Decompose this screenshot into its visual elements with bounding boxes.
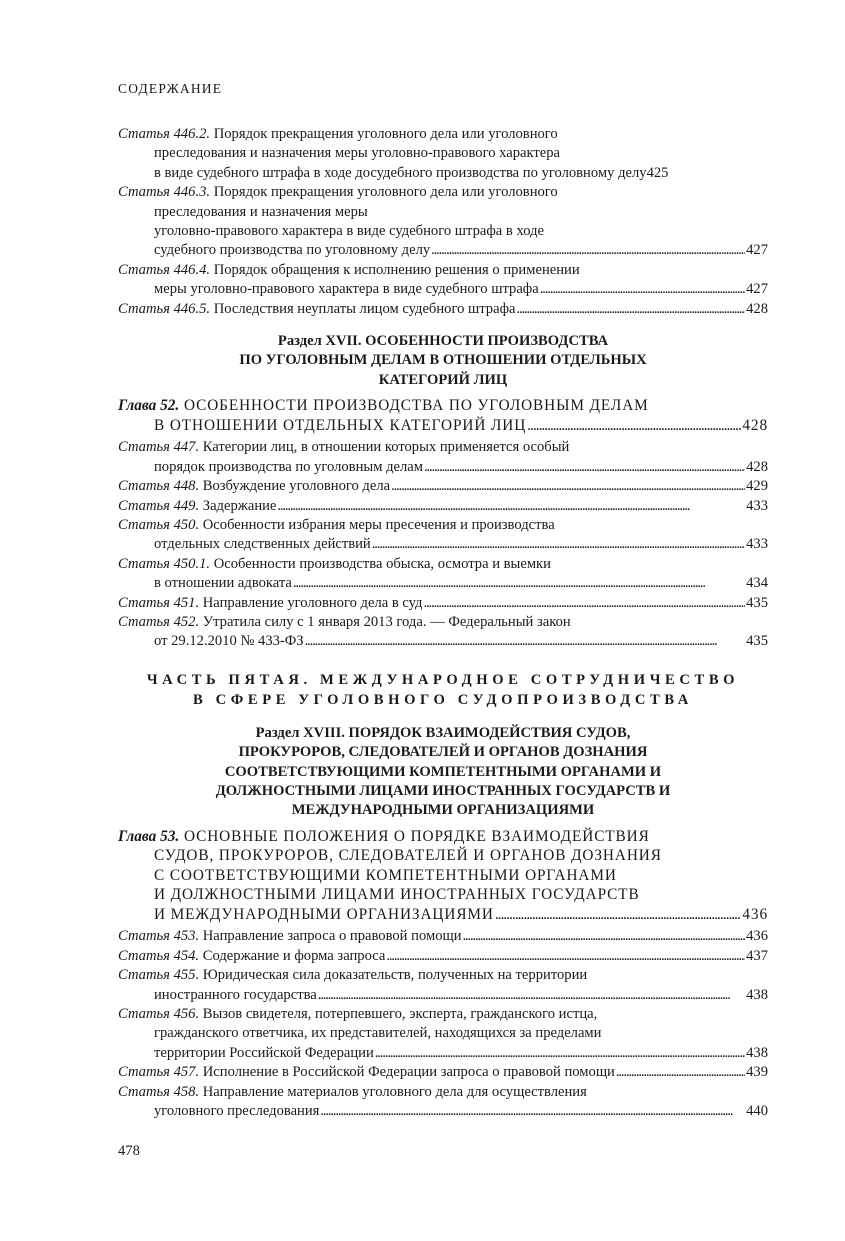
article-label: Статья 448. <box>118 478 200 495</box>
entry-title: порядок производства по уголовным делам <box>154 458 423 475</box>
chapter-label: Глава 52. <box>118 397 180 415</box>
article-label: Статья 446.4. <box>118 261 211 278</box>
heading-line: ПО УГОЛОВНЫМ ДЕЛАМ В ОТНОШЕНИИ ОТДЕЛЬНЫХ <box>239 352 647 369</box>
page-ref: 437 <box>746 947 768 964</box>
chapter-title: ОСНОВНЫЕ ПОЛОЖЕНИЯ О ПОРЯДКЕ ВЗАИМОДЕЙСТВИЯ <box>183 827 650 845</box>
leader-dots <box>423 594 745 613</box>
toc-entry-457[interactable] <box>118 1063 768 1082</box>
entry-title: иностранного государства <box>154 986 317 1003</box>
entry-title: Категории лиц, в отношении которых применяется особый <box>202 439 570 456</box>
toc-entry-446-3[interactable] <box>118 183 768 261</box>
page-ref: 435 <box>746 633 768 650</box>
article-label: Статья 458. <box>118 1083 200 1100</box>
leader-dots <box>424 458 745 477</box>
entry-title: преследования и назначения меры уголовно-правового характера <box>154 145 561 162</box>
toc-entry-450[interactable] <box>118 516 768 555</box>
page-ref: 428 <box>746 300 768 317</box>
page-ref: 435 <box>746 594 768 611</box>
page-ref: 433 <box>746 536 768 553</box>
toc-entry-450-1[interactable] <box>118 555 768 594</box>
article-label: Статья 446.5. <box>118 300 211 317</box>
toc-entry-447[interactable] <box>118 438 768 477</box>
leader-dots <box>386 947 745 966</box>
entry-title: Направление запроса о правовой помощи <box>202 928 462 945</box>
toc-entry-453[interactable] <box>118 927 768 946</box>
page-ref: 436 <box>742 905 768 923</box>
leader-dots <box>540 280 745 299</box>
leader-dots <box>527 416 741 436</box>
toc-entry-458[interactable] <box>118 1083 768 1122</box>
leader-dots <box>616 1063 745 1082</box>
toc-entry-452[interactable] <box>118 613 768 652</box>
entry-title: Последствия неуплаты лицом судебного штрафа <box>213 300 516 317</box>
chapter-title: СУДОВ, ПРОКУРОРОВ, СЛЕДОВАТЕЛЕЙ И ОРГАНОВ ДОЗНАНИЯ <box>154 847 662 865</box>
part-heading-5[interactable] <box>118 670 768 711</box>
leader-dots <box>463 927 746 946</box>
page-number: 478 <box>118 1143 140 1159</box>
heading-line: ДОЛЖНОСТНЫМИ ЛИЦАМИ ИНОСТРАННЫХ ГОСУДАРСТВ И <box>215 782 671 799</box>
entry-title: гражданского ответчика, их представителей, находящихся за пределами <box>154 1025 602 1042</box>
article-label: Статья 457. <box>118 1064 200 1081</box>
toc-chapter-52[interactable] <box>118 396 768 435</box>
entry-title: уголовного преследования <box>154 1102 320 1119</box>
article-label: Статья 452. <box>118 613 200 630</box>
toc-chapter-53[interactable] <box>118 827 768 925</box>
chapter-title: И МЕЖДУНАРОДНЫМИ ОРГАНИЗАЦИЯМИ <box>154 905 494 923</box>
chapter-label: Глава 53. <box>118 827 180 845</box>
heading-line: Раздел XVII. ОСОБЕННОСТИ ПРОИЗВОДСТВА <box>277 333 609 350</box>
article-label: Статья 447. <box>118 439 200 456</box>
page-ref: 427 <box>746 281 768 298</box>
entry-title: Возбуждение уголовного дела <box>202 478 391 495</box>
entry-title: Направление уголовного дела в суд <box>202 594 423 611</box>
toc-entry-446-5[interactable] <box>118 300 768 319</box>
page-ref: 438 <box>746 986 768 1003</box>
toc-entry-449[interactable] <box>118 497 768 516</box>
leader-dots <box>391 477 745 496</box>
entry-title: отдельных следственных действий <box>154 536 371 553</box>
entry-title: Направление материалов уголовного дела для осуществления <box>202 1083 587 1100</box>
running-head: СОДЕРЖАНИЕ <box>118 81 223 96</box>
heading-line: Раздел XVIII. ПОРЯДОК ВЗАИМОДЕЙСТВИЯ СУДОВ, <box>255 724 631 741</box>
heading-line: МЕЖДУНАРОДНЫМИ ОРГАНИЗАЦИЯМИ <box>291 802 595 819</box>
article-label: Статья 456. <box>118 1005 200 1022</box>
leader-dots <box>318 986 745 1005</box>
toc-entry-451[interactable] <box>118 594 768 613</box>
section-heading-17[interactable] <box>118 332 768 390</box>
article-label: Статья 454. <box>118 947 200 964</box>
chapter-title: В ОТНОШЕНИИ ОТДЕЛЬНЫХ КАТЕГОРИЙ ЛИЦ <box>154 416 527 434</box>
article-label: Статья 446.2. <box>118 126 211 142</box>
page-ref: 427 <box>746 242 768 259</box>
toc-entry-454[interactable] <box>118 947 768 966</box>
article-label: Статья 450. <box>118 516 200 533</box>
leader-dots <box>372 535 745 554</box>
entry-title: в виде судебного штрафа в ходе досудебного производства по уголовному делу <box>154 164 647 181</box>
entry-title: судебного производства по уголовному делу <box>154 242 431 259</box>
entry-title: в отношении адвоката <box>154 575 292 592</box>
table-of-contents <box>118 125 768 1121</box>
page-ref: 439 <box>746 1064 768 1081</box>
heading-line: КАТЕГОРИЙ ЛИЦ <box>378 371 508 388</box>
toc-entry-448[interactable] <box>118 477 768 496</box>
article-label: Статья 450.1. <box>118 555 211 572</box>
chapter-title: И ДОЛЖНОСТНЫМИ ЛИЦАМИ ИНОСТРАННЫХ ГОСУДАРСТВ <box>154 886 640 904</box>
heading-line: ЧАСТЬ ПЯТАЯ. МЕЖДУНАРОДНОЕ СОТРУДНИЧЕСТВО <box>146 671 740 688</box>
leader-dots <box>305 632 745 651</box>
entry-title: Порядок прекращения уголовного дела или уголовного <box>213 184 558 201</box>
toc-entry-455[interactable] <box>118 966 768 1005</box>
article-label: Статья 446.3. <box>118 184 211 201</box>
page-ref: 436 <box>746 928 768 945</box>
entry-title: меры уголовно-правового характера в виде судебного штрафа <box>154 281 539 298</box>
page-ref: 428 <box>742 416 768 434</box>
toc-entry-456[interactable] <box>118 1005 768 1063</box>
leader-dots <box>293 574 745 593</box>
entry-title: уголовно-правового характера в виде судебного штрафа в ходе <box>154 223 544 240</box>
entry-title: Юридическая сила доказательств, полученных на территории <box>202 967 588 984</box>
leader-dots <box>431 241 745 260</box>
leader-dots <box>495 905 741 925</box>
article-label: Статья 453. <box>118 928 200 945</box>
heading-line: ПРОКУРОРОВ, СЛЕДОВАТЕЛЕЙ И ОРГАНОВ ДОЗНАНИЯ <box>238 744 648 761</box>
chapter-title: ОСОБЕННОСТИ ПРОИЗВОДСТВА ПО УГОЛОВНЫМ ДЕЛАМ <box>183 397 649 415</box>
entry-title: территории Российской Федерации <box>154 1044 374 1061</box>
page-ref: 438 <box>746 1044 768 1061</box>
toc-entry-446-2[interactable] <box>118 125 768 183</box>
page-ref: 433 <box>746 497 768 514</box>
entry-title: Содержание и форма запроса <box>202 947 386 964</box>
leader-dots <box>517 300 746 319</box>
page-ref: 429 <box>746 478 768 495</box>
page-ref: 440 <box>746 1102 768 1119</box>
page-ref: 428 <box>746 458 768 475</box>
entry-title: Вызов свидетеля, потерпевшего, эксперта, гражданского истца, <box>202 1005 598 1022</box>
entry-title: Задержание <box>202 497 277 514</box>
heading-line: В СФЕРЕ УГОЛОВНОГО СУДОПРОИЗВОДСТВА <box>193 692 693 709</box>
entry-title: от 29.12.2010 № 433-ФЗ <box>154 633 304 650</box>
entry-title: Порядок прекращения уголовного дела или уголовного <box>213 126 558 142</box>
article-label: Статья 455. <box>118 967 200 984</box>
article-label: Статья 449. <box>118 497 200 514</box>
section-heading-18[interactable] <box>118 724 768 821</box>
entry-title: преследования и назначения меры <box>154 203 368 220</box>
entry-title: Особенности производства обыска, осмотра и выемки <box>213 555 551 572</box>
leader-dots <box>277 497 745 516</box>
leader-dots <box>375 1044 745 1063</box>
leader-dots <box>320 1102 745 1121</box>
page-ref: 425 <box>646 164 669 181</box>
entry-title: Утратила силу с 1 января 2013 года. — Федеральный закон <box>202 613 571 630</box>
entry-title: Исполнение в Российской Федерации запроса о правовой помощи <box>202 1064 615 1081</box>
page-ref: 434 <box>746 575 768 592</box>
entry-title: Особенности избрания меры пресечения и производства <box>202 516 555 533</box>
entry-title: Порядок обращения к исполнению решения о применении <box>213 261 580 278</box>
chapter-title: С СООТВЕТСТВУЮЩИМИ КОМПЕТЕНТНЫМИ ОРГАНАМИ <box>154 866 617 884</box>
article-label: Статья 451. <box>118 594 200 611</box>
heading-line: СООТВЕТСТВУЮЩИМИ КОМПЕТЕНТНЫМИ ОРГАНАМИ И <box>224 763 662 780</box>
toc-entry-446-4[interactable] <box>118 261 768 300</box>
